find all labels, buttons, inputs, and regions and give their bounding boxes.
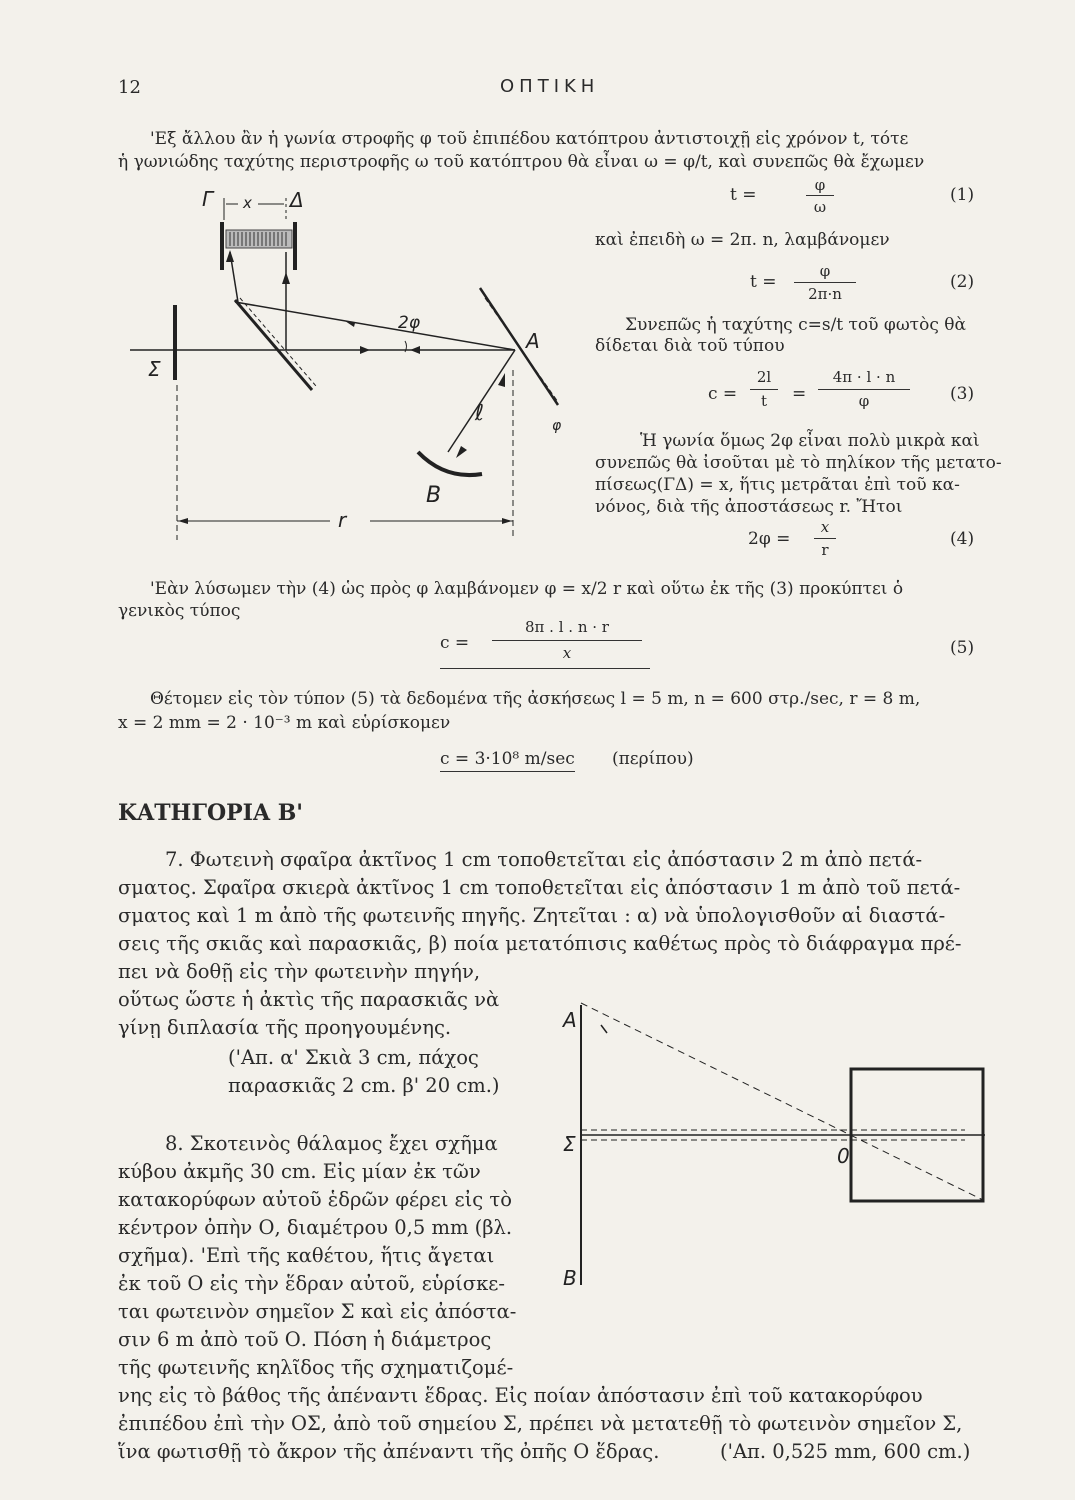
p8-line-6: ἐκ τοῦ Ο εἰς τὴν ἕδραν αὐτοῦ, εὑρίσκε- (118, 1272, 505, 1295)
page-number: 12 (118, 77, 141, 98)
p7-line-3: σματος καὶ 1 m ἀπὸ τῆς φωτεινῆς πηγῆς. Ζητεῖται : α) νὰ ὑπολογισθοῦν αἱ διαστά- (118, 904, 946, 927)
eq1-num: φ (814, 176, 826, 194)
r-label: r (338, 508, 347, 532)
data-line-1: Θέτομεν εἰς τὸν τύπον (5) τὰ δεδομένα τῆς ἀσκήσεως l = 5 m, n = 600 στρ./sec, r = 8 m, (150, 689, 921, 709)
two-phi-label: 2φ (398, 313, 421, 333)
eq4-lhs: 2φ = (748, 529, 791, 549)
eq3-den2: φ (858, 392, 870, 410)
eq1-label: (1) (950, 185, 975, 205)
section-title: ΚΑΤΗΓΟΡΙΑ Β' (118, 800, 304, 826)
solve-line-1: 'Εὰν λύσωμεν τὴν (4) ὡς πρὸς φ λαμβάνομεν φ = x/2 r καὶ οὕτω ἐκ τῆς (3) προκύπτει ὁ (150, 579, 904, 599)
x-label: x (243, 194, 252, 212)
p8-line-11: ἐπιπέδου ἐπὶ τὴν ΟΣ, ἀπὸ τοῦ σημείου Σ, πρέπει νὰ μετατεθῇ τὸ φωτεινὸν σημεῖον Σ, (118, 1412, 963, 1435)
p8-line-9: τῆς φωτεινῆς κηλῖδος τῆς σχηματιζομέ- (118, 1356, 514, 1379)
p8-line-1: 8. Σκοτεινὸς θάλαμος ἔχει σχῆμα (165, 1132, 498, 1155)
phi-label: φ (552, 418, 562, 434)
angle-line-3: πίσεως(ΓΔ) = x, ἥτις μετρᾶται ἐπὶ τοῦ κα- (595, 475, 960, 495)
a-label-2: A (563, 1008, 577, 1032)
eq3-equals: = (792, 384, 807, 404)
eq2-lhs: t = (750, 272, 777, 292)
p8-answer: ('Απ. 0,525 mm, 600 cm.) (720, 1440, 971, 1463)
rotating-mirror-figure (130, 180, 590, 560)
since-line: καὶ ἐπειδὴ ω = 2π. n, λαμβάνομεν (595, 230, 890, 250)
eq5-lhs: c = (440, 633, 470, 653)
p7-line-6: οὕτως ὥστε ἡ ἀκτὶς τῆς παρασκιᾶς νὰ (118, 988, 500, 1011)
eq3-num1: 2l (756, 368, 772, 386)
camera-obscura-figure (555, 985, 1015, 1305)
eq5-num: 8π . l . n · r (525, 618, 609, 636)
angle-line-1: Ἡ γωνία ὅμως 2φ εἶναι πολὺ μικρὰ καὶ (640, 431, 980, 451)
page-title: ΟΠΤΙΚΗ (500, 76, 600, 97)
eq4-num: x (820, 518, 830, 536)
p7-line-4: σεις τῆς σκιᾶς καὶ παρασκιᾶς, β) ποία μετατόπισις καθέτως πρὸς τὸ διάφραγμα πρέ- (118, 932, 962, 955)
speed-line-2: δίδεται διὰ τοῦ τύπου (595, 336, 785, 356)
o-label: 0 (837, 1144, 850, 1168)
p7-line-7: γίνῃ διπλασία τῆς προηγουμένης. (118, 1016, 452, 1039)
p8-line-2: κύβου ἀκμῆς 30 cm. Εἰς μίαν ἐκ τῶν (118, 1160, 481, 1183)
p8-line-3: κατακορύφων αὐτοῦ ἑδρῶν φέρει εἰς τὸ (118, 1188, 512, 1211)
concave-mirror (418, 452, 482, 475)
angle-line-4: νόνος, διὰ τῆς ἀποστάσεως r. Ἤτοι (595, 497, 903, 517)
eq4-den: r (821, 541, 829, 559)
eq5-label: (5) (950, 638, 975, 658)
p8-line-12: ἵνα φωτισθῇ τὸ ἄκρον τῆς ἀπέναντι τῆς ὀπῆς Ο ἕδρας. (118, 1440, 660, 1463)
angle-line-2: συνεπῶς θὰ ἰσοῦται μὲ τὸ πηλίκον τῆς μετατο- (595, 453, 1002, 473)
eq3-label: (3) (950, 384, 975, 404)
delta-label: Δ (290, 188, 304, 212)
eq4-label: (4) (950, 529, 975, 549)
intro-line-2: ἡ γωνιώδης ταχύτης περιστροφῆς ω τοῦ κατόπτρου θὰ εἶναι ω = φ/t, καὶ συνεπῶς θὰ ἔχωμεν (118, 152, 925, 172)
eq3-den1: t (760, 392, 768, 410)
p7-answer-1: ('Απ. α' Σκιὰ 3 cm, πάχος (228, 1046, 479, 1069)
solve-line-2: γενικὸς τύπος (118, 601, 241, 621)
intro-line-1: 'Εξ ἄλλου ἂν ἡ γωνία στροφῆς φ τοῦ ἐπιπέδου κατόπτρου ἀντιστοιχῇ εἰς χρόνον t, τότε (150, 129, 909, 149)
eq2-den: 2π·n (808, 285, 842, 303)
p8-line-4: κέντρον ὀπὴν Ο, διαμέτρου 0,5 mm (βλ. (118, 1216, 513, 1239)
eq1-lhs: t = (730, 185, 757, 205)
eq2-label: (2) (950, 272, 975, 292)
p8-line-7: ται φωτεινὸν σημεῖον Σ καὶ εἰς ἀπόστα- (118, 1300, 517, 1323)
speed-line-1: Συνεπῶς ἡ ταχύτης c=s/t τοῦ φωτὸς θὰ (625, 315, 966, 335)
result-note: (περίπου) (612, 749, 694, 769)
p8-line-10: νης εἰς τὸ βάθος τῆς ἀπέναντι ἕδρας. Εἰς ποίαν ἀπόστασιν ἐπὶ τοῦ κατακορύφου (118, 1384, 923, 1407)
result-value: c = 3·10⁸ m/sec (440, 748, 575, 772)
p8-line-5: σχῆμα). 'Επὶ τῆς καθέτου, ἥτις ἄγεται (118, 1244, 495, 1267)
eq5-den: x (562, 644, 572, 662)
eq3-num2: 4π · l · n (832, 368, 896, 386)
a-label: A (526, 329, 540, 353)
scale-ticks (230, 232, 286, 246)
eq3-lhs: c = (708, 384, 738, 404)
eq1-den: ω (813, 198, 827, 216)
p7-answer-2: παρασκιᾶς 2 cm. β' 20 cm.) (228, 1074, 500, 1097)
p8-line-8: σιν 6 m ἀπὸ τοῦ Ο. Πόση ἡ διάμετρος (118, 1328, 492, 1351)
l-label: ℓ (475, 401, 485, 426)
sigma-label-2: Σ (563, 1132, 576, 1156)
gamma-label: Γ (202, 187, 214, 211)
sigma-label: Σ (148, 357, 161, 381)
p7-line-2: σματος. Σφαῖρα σκιερὰ ἀκτῖνος 1 cm τοποθετεῖται εἰς ἀπόστασιν 1 m ἀπὸ τοῦ πετά- (118, 876, 961, 899)
p7-line-1: 7. Φωτεινὴ σφαῖρα ἀκτῖνος 1 cm τοποθετεῖται εἰς ἀπόστασιν 2 m ἀπὸ πετά- (165, 848, 923, 871)
eq2-num: φ (819, 262, 831, 280)
b-label-2: B (563, 1266, 577, 1290)
p7-line-5: πει νὰ δοθῇ εἰς τὴν φωτεινὴν πηγήν, (118, 960, 481, 983)
b-label: B (426, 483, 442, 508)
data-line-2: x = 2 mm = 2 · 10⁻³ m καὶ εὑρίσκομεν (118, 713, 451, 733)
